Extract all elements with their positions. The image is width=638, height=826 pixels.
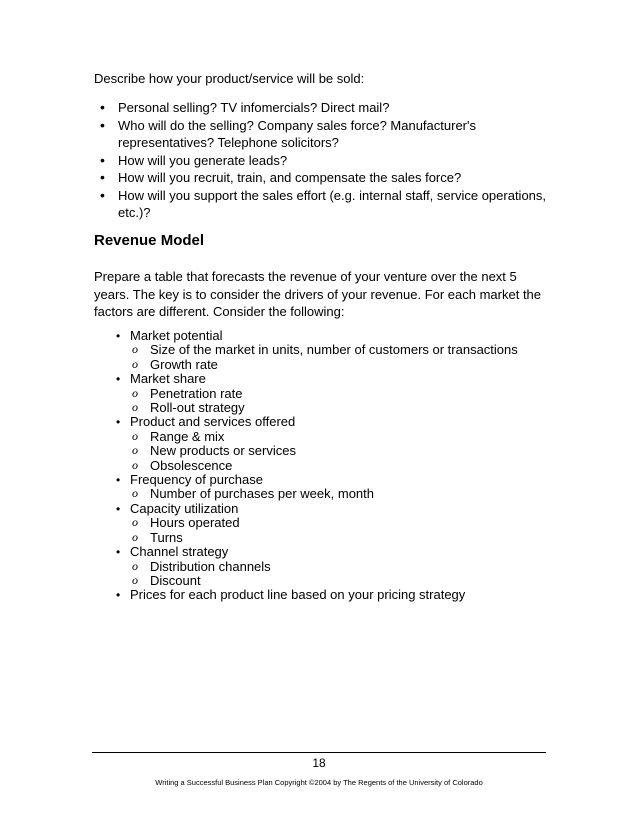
list-item <box>94 545 554 588</box>
page-number: 18 <box>312 756 326 770</box>
footer-copyright: Writing a Successful Business Plan Copyright ©2004 by The Regents of the University of Colorado <box>155 778 483 787</box>
list-item: • How will you recruit, train, and compensate the sales force? <box>94 169 554 187</box>
list-item: • How will you generate leads? <box>94 152 554 170</box>
sub-list <box>130 487 554 501</box>
sub-list-item: o Growth rate <box>130 358 554 372</box>
footer-divider <box>92 752 546 753</box>
list-item <box>94 415 554 473</box>
factor-label: Market share <box>130 371 206 387</box>
sub-list <box>130 430 554 473</box>
sub-list-item: o Hours operated <box>130 516 554 530</box>
list-item <box>94 329 554 372</box>
sub-list-item: o Penetration rate <box>130 387 554 401</box>
sub-list-item: o Discount <box>130 574 554 588</box>
factor-label: Channel strategy <box>130 544 229 560</box>
sub-list-item: o New products or services <box>130 444 554 458</box>
sub-list-item: o Range & mix <box>130 430 554 444</box>
sub-list <box>130 343 554 372</box>
revenue-factor-list <box>94 329 554 603</box>
section-heading: Revenue Model <box>94 232 205 249</box>
list-item <box>94 473 554 502</box>
factor-label: Capacity utilization <box>130 500 239 516</box>
list-item <box>94 588 554 602</box>
list-item: • Personal selling? TV infomercials? Direct mail? <box>94 99 554 117</box>
sub-list-item: o Distribution channels <box>130 560 554 574</box>
list-item <box>94 502 554 545</box>
factor-label: Frequency of purchase <box>130 472 263 488</box>
factor-label: Prices for each product line based on your pricing strategy <box>130 587 466 603</box>
factor-label: Product and services offered <box>130 414 296 430</box>
sub-list-item: o Obsolescence <box>130 459 554 473</box>
sub-list-item: o Roll-out strategy <box>130 401 554 415</box>
sub-list-item: o Number of purchases per week, month <box>130 487 554 501</box>
revenue-paragraph: Prepare a table that forecasts the revenue of your venture over the next 5 years. The key is to consider the drivers of your revenue. For each market the factors are different. Consider the following: <box>94 269 542 320</box>
sub-list <box>130 516 554 545</box>
intro-text: Describe how your product/service will be sold: <box>94 71 365 86</box>
sub-list <box>130 387 554 416</box>
sales-bullet-list <box>94 99 554 222</box>
sub-list-item: o Turns <box>130 531 554 545</box>
factor-label: Market potential <box>130 328 223 343</box>
list-item: • How will you support the sales effort (e.g. internal staff, service operations, etc.)? <box>94 187 554 222</box>
sub-list <box>130 560 554 589</box>
list-item: • Who will do the selling? Company sales force? Manufacturer's representatives? Telephone solicitors? <box>94 117 554 152</box>
list-item <box>94 372 554 415</box>
sub-list-item: o Size of the market in units, number of customers or transactions <box>130 343 554 357</box>
